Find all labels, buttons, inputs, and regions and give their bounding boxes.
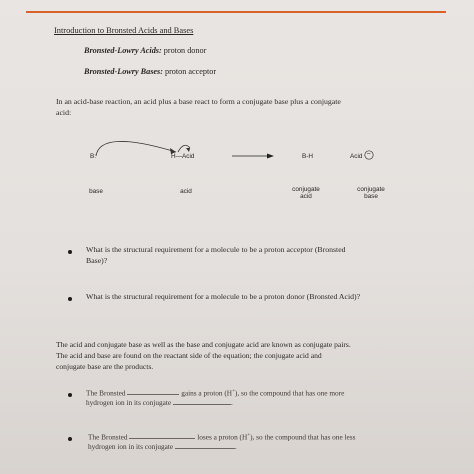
label-conjugate-acid: conjugate acid bbox=[292, 186, 320, 200]
intro-line: In an acid-base reaction, an acid plus a base react to form a conjugate base plus a conjugate bbox=[56, 97, 341, 106]
conjugate-acid-species: B-H bbox=[302, 153, 314, 160]
electron-arrow-icon bbox=[96, 141, 176, 156]
fill-in-statement: The Bronsted loses a proton (H+), so the compound that has one less bbox=[88, 432, 356, 442]
acid-species: H—Acid bbox=[171, 153, 195, 160]
answer-blank[interactable] bbox=[173, 404, 231, 405]
bullet-icon bbox=[68, 393, 72, 397]
bullet-icon bbox=[68, 297, 72, 301]
answer-blank[interactable] bbox=[175, 448, 235, 449]
fill-in-statement: hydrogen ion in its conjugate . bbox=[88, 442, 237, 451]
definition-term: Bronsted-Lowry Bases: bbox=[84, 67, 163, 76]
conjugate-pairs-paragraph: The acid and conjugate base as well as the base and conjugate acid are known as conjugate pairs. The acid and base are found on the reactant side of the equation; the conjugate acid and conjugate base are the products. bbox=[56, 340, 351, 371]
definition-term: Bronsted-Lowry Acids: bbox=[84, 46, 162, 55]
conjugate-base-species: Acid bbox=[350, 153, 363, 160]
minus-sign: − bbox=[366, 151, 371, 158]
intro-paragraph bbox=[56, 96, 446, 118]
fill-in-statement: hydrogen ion in its conjugate . bbox=[86, 398, 233, 407]
question-proton-donor: What is the structural requirement for a molecule to be a proton donor (Bronsted Acid)? bbox=[86, 292, 361, 301]
intro-line: acid: bbox=[56, 108, 72, 117]
answer-blank[interactable] bbox=[129, 438, 195, 439]
acid-base-reaction-diagram bbox=[0, 135, 474, 215]
question-proton-acceptor: What is the structural requirement for a molecule to be a proton acceptor (Bronsted Base)? bbox=[86, 245, 346, 265]
page-title: Introduction to Bronsted Acids and Bases bbox=[54, 26, 194, 35]
definition-acid bbox=[84, 46, 206, 55]
label-acid: acid bbox=[180, 188, 192, 195]
base-species: B: bbox=[90, 153, 97, 160]
answer-blank[interactable] bbox=[127, 394, 179, 395]
header-rule bbox=[26, 11, 446, 13]
reaction-arrows bbox=[0, 135, 474, 215]
definition-desc: proton acceptor bbox=[164, 67, 217, 76]
bullet-icon bbox=[68, 250, 72, 254]
fill-in-statement: The Bronsted gains a proton (H+), so the compound that has one more bbox=[86, 388, 345, 398]
bullet-icon bbox=[68, 437, 72, 441]
arrowhead-icon bbox=[186, 148, 190, 152]
definition-base bbox=[84, 67, 216, 76]
arrowhead-icon bbox=[267, 154, 274, 159]
label-base: base bbox=[89, 188, 103, 195]
label-conjugate-base: conjugate base bbox=[357, 186, 385, 200]
definition-desc: proton donor bbox=[163, 46, 207, 55]
